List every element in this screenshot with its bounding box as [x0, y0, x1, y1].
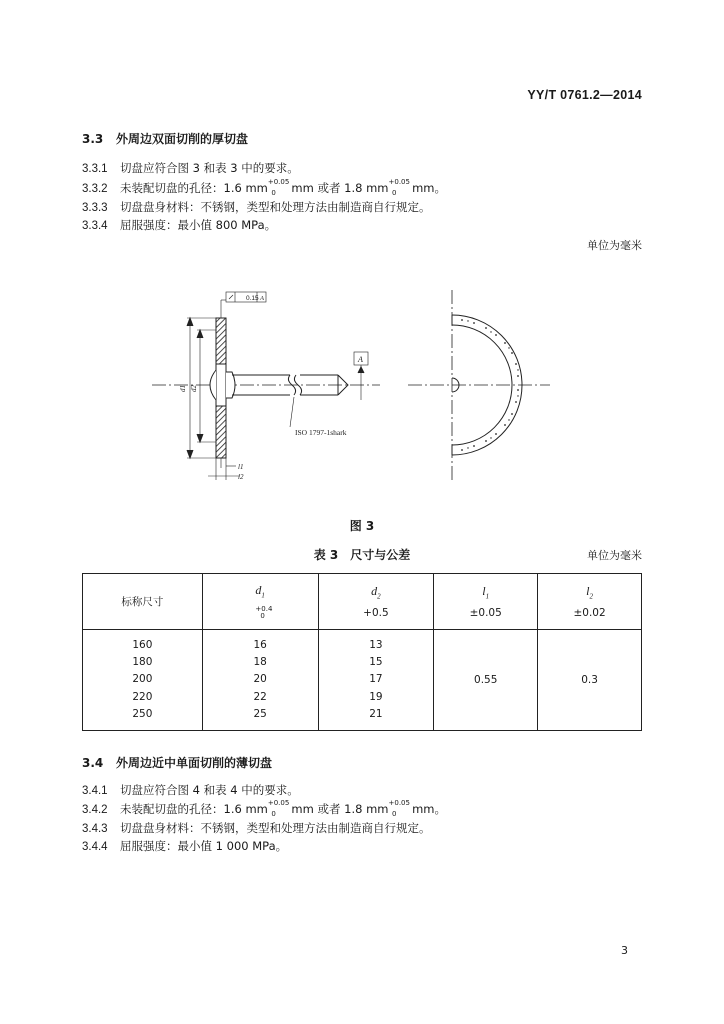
- table-cell: 200: [132, 673, 153, 686]
- clause-text-end: mm。: [408, 181, 446, 195]
- tolerance-lower-2: 0: [391, 810, 397, 819]
- header-d2: $d_2$ +0.5: [318, 574, 434, 630]
- table-cell: 250: [132, 707, 153, 720]
- tolerance-frame-datum: A: [260, 295, 264, 302]
- clause-text: 屈服强度：最小值 1 000 MPa。: [120, 839, 288, 853]
- clause-number: 3.4.3: [82, 823, 108, 835]
- tolerance-upper: +0.05: [267, 799, 290, 808]
- clause-3-4-3: [82, 820, 431, 836]
- dim-d1-label: d1: [179, 385, 187, 392]
- clause-number: 3.3.4: [82, 220, 108, 232]
- clause-number: 3.3.3: [82, 202, 108, 214]
- standard-number: YY/T 0761.2—2014: [527, 88, 642, 102]
- table-cell: 17: [369, 673, 383, 686]
- clause-text: 切盘应符合图 3 和表 3 中的要求。: [120, 161, 299, 175]
- table-cell: 15: [369, 656, 383, 669]
- tolerance-lower-2: 0: [391, 189, 397, 198]
- section-number: 3.4: [82, 756, 104, 770]
- table-cell: 22: [253, 690, 267, 703]
- figure-3-caption: 图 3: [349, 519, 375, 533]
- clause-text: 未装配切盘的孔径：1.6 mm: [120, 802, 268, 816]
- clause-3-4-4: [82, 838, 287, 854]
- clause-3-3-2: [82, 180, 446, 197]
- header-nominal: 标称尺寸: [83, 574, 203, 630]
- figure-3-drawing: [150, 280, 570, 490]
- table-3: [82, 573, 642, 731]
- tolerance-upper: +0.05: [267, 178, 290, 187]
- section-number: 3.3: [82, 132, 104, 146]
- datum-label: A: [358, 355, 363, 364]
- tolerance-frame-value: 0.15: [246, 295, 259, 302]
- table-body-row: [83, 630, 642, 731]
- clause-number: 3.4.4: [82, 841, 108, 853]
- table-cell: 25: [253, 707, 267, 720]
- clause-text-end: mm。: [408, 802, 446, 816]
- table-cell: 20: [253, 673, 267, 686]
- clause-3-3-4: [82, 217, 276, 233]
- dim-l2-label: l2: [238, 473, 244, 481]
- clause-number: 3.4.1: [82, 785, 108, 797]
- section-title: 外周边近中单面切削的薄切盘: [116, 756, 273, 770]
- header-d1: $d_1$ $^{+0.4}_0$: [202, 574, 318, 630]
- dim-l1-label: l1: [238, 463, 244, 471]
- clause-text-mid: mm 或者 1.8 mm: [287, 802, 389, 816]
- section-3-4-heading: [82, 754, 272, 771]
- table-cell: 180: [132, 656, 153, 669]
- clause-text: 屈服强度：最小值 800 MPa。: [120, 218, 277, 232]
- clause-text-mid: mm 或者 1.8 mm: [287, 181, 389, 195]
- l1-cell: 0.55: [434, 630, 538, 731]
- clause-text: 切盘盘身材料：不锈钢，类型和处理方法由制造商自行规定。: [120, 821, 431, 835]
- header-l2: $l_2$ ±0.02: [538, 574, 642, 630]
- tolerance-upper-2: +0.05: [388, 799, 410, 808]
- section-3-3-heading: [82, 130, 248, 147]
- table-cell: 21: [369, 707, 383, 720]
- table-cell: 13: [369, 638, 383, 651]
- table-cell: 18: [253, 656, 267, 669]
- dim-d2-label: d2: [190, 385, 198, 392]
- clause-text: 未装配切盘的孔径：1.6 mm: [120, 181, 268, 195]
- tolerance-upper-2: +0.05: [388, 178, 410, 187]
- clause-3-3-3: [82, 199, 431, 215]
- clause-3-4-1: [82, 782, 299, 798]
- clause-3-4-2: [82, 801, 446, 818]
- page-number: 3: [621, 944, 628, 957]
- clause-text: 切盘盘身材料：不锈钢，类型和处理方法由制造商自行规定。: [120, 200, 431, 214]
- front-view-half-disc: [408, 290, 550, 480]
- shank-label: ISO 1797-1shark: [295, 428, 347, 437]
- nominal-column: [83, 630, 203, 731]
- table-cell: 16: [253, 638, 267, 651]
- table-cell: 220: [132, 690, 153, 703]
- table-3-caption: 表 3 尺寸与公差: [313, 548, 411, 562]
- table-header-row: [83, 574, 642, 630]
- clause-text: 切盘应符合图 4 和表 4 中的要求。: [120, 783, 299, 797]
- clause-number: 3.3.2: [82, 183, 108, 195]
- tolerance-lower: 0: [271, 189, 276, 198]
- clause-number: 3.4.2: [82, 804, 108, 816]
- tolerance-lower: 0: [271, 810, 276, 819]
- d1-column: [202, 630, 318, 731]
- unit-note: 单位为毫米: [587, 239, 642, 252]
- table-unit-note: 单位为毫米: [587, 549, 642, 562]
- clause-number: 3.3.1: [82, 163, 108, 175]
- header-l1: $l_1$ ±0.05: [434, 574, 538, 630]
- l2-cell: 0.3: [538, 630, 642, 731]
- d2-column: [318, 630, 434, 731]
- table-cell: 160: [132, 638, 153, 651]
- table-cell: 19: [369, 690, 383, 703]
- clause-3-3-1: [82, 160, 299, 176]
- section-title: 外周边双面切削的厚切盘: [116, 132, 249, 146]
